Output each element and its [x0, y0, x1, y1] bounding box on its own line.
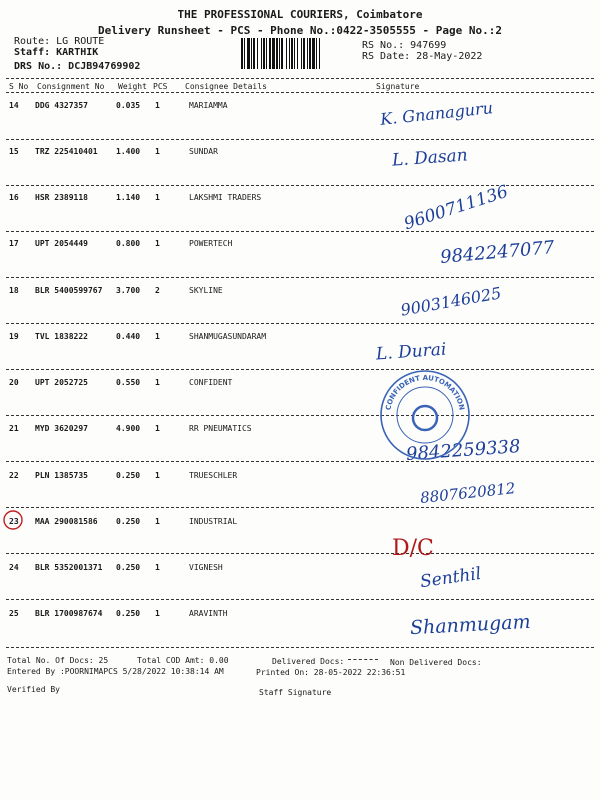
barcode-bar [279, 38, 280, 69]
runsheet-subtitle: Delivery Runsheet - PCS - Phone No.:0422-3505555 - Page No.:2 [98, 24, 502, 37]
barcode-bar [244, 38, 245, 69]
row-weight: 0.550 [116, 378, 141, 387]
row-rule [6, 139, 594, 140]
row-consignment: BLR 5352001371 [35, 563, 103, 572]
barcode-bar [291, 38, 293, 69]
staff-signature: Staff Signature [259, 688, 332, 697]
row-highlight-circle [2, 509, 24, 531]
barcode-bar [297, 38, 298, 69]
col-pcs: PCS [153, 82, 168, 91]
row-pcs: 1 [155, 239, 160, 248]
signature-row-14: K. Gnanaguru [379, 98, 494, 129]
row-consignment: MAA 290081586 [35, 517, 98, 526]
barcode-bar [312, 38, 315, 69]
row-sno: 19 [9, 332, 19, 341]
row-weight: 0.035 [116, 101, 141, 110]
row-consignee: MARIAMMA [189, 101, 228, 110]
barcode-bar [307, 38, 308, 69]
signature-row-24: Senthil [418, 563, 483, 593]
row-pcs: 1 [155, 609, 160, 618]
row-consignment: MYD 3620297 [35, 424, 88, 433]
row-consignment: HSR 2389118 [35, 193, 88, 202]
barcode-bar [289, 38, 290, 69]
row-rule [6, 277, 594, 278]
row-consignment: PLN 1385735 [35, 471, 88, 480]
staff-label: Staff: KARTHIK [14, 47, 99, 58]
barcode-bar [253, 38, 255, 69]
verified-by: Verified By [7, 685, 60, 694]
rs-date: RS Date: 28-May-2022 [362, 51, 483, 62]
rs-number: RS No.: 947699 [362, 40, 447, 51]
row-weight: 0.250 [116, 609, 141, 618]
row-consignee: POWERTECH [189, 239, 233, 248]
row-weight: 1.140 [116, 193, 141, 202]
row-weight: 1.400 [116, 147, 141, 156]
row-weight: 0.800 [116, 239, 141, 248]
row-consignment: BLR 5400599767 [35, 286, 103, 295]
row-weight: 0.250 [116, 471, 141, 480]
col-consignee: Consignee Details [185, 82, 267, 91]
barcode-bar [257, 38, 258, 69]
barcode-bar [266, 38, 267, 69]
row-weight: 3.700 [116, 286, 141, 295]
col-signature: Signature [376, 82, 420, 91]
barcode-bar [309, 38, 311, 69]
row-consignee: SKYLINE [189, 286, 223, 295]
delivered-fill-line [348, 659, 378, 660]
company-stamp [378, 368, 472, 462]
row-consignee: SUNDAR [189, 147, 218, 156]
delivered-docs: Delivered Docs: [272, 657, 345, 666]
row-consignment: UPT 2054449 [35, 239, 88, 248]
row-rule [6, 461, 594, 462]
row-rule [6, 599, 594, 600]
row-pcs: 1 [155, 147, 160, 156]
row-rule [6, 369, 594, 370]
header-bottom-rule [6, 92, 594, 93]
row-sno: 24 [9, 563, 19, 572]
signature-row-23: D/C [392, 536, 434, 561]
barcode-bar [303, 38, 305, 69]
barcode-bar [316, 38, 317, 69]
route-label: Route: LG ROUTE [14, 36, 105, 47]
row-sno: 15 [9, 147, 19, 156]
entered-by: Entered By :POORNIMAPCS 5/28/2022 10:38:14 AM [7, 667, 224, 676]
barcode-bar [319, 38, 320, 69]
non-delivered-docs: Non Delivered Docs: [390, 658, 482, 667]
row-pcs: 1 [155, 193, 160, 202]
row-consignee: CONFIDENT [189, 378, 233, 387]
row-pcs: 1 [155, 517, 160, 526]
row-rule [6, 231, 594, 232]
barcode-bar [269, 38, 271, 69]
row-consignee: LAKSHMI TRADERS [189, 193, 262, 202]
row-sno: 22 [9, 471, 19, 480]
col-weight: Weight [118, 82, 147, 91]
row-consignee: ARAVINTH [189, 609, 228, 618]
row-consignee: VIGNESH [189, 563, 223, 572]
signature-row-21: 9842259338 [405, 436, 522, 465]
total-cod: Total COD Amt: 0.00 [137, 656, 229, 665]
row-sno: 17 [9, 239, 19, 248]
barcode-bar [272, 38, 275, 69]
row-weight: 4.900 [116, 424, 141, 433]
signature-row-22: 8807620812 [419, 479, 517, 507]
barcode-bar [286, 38, 287, 69]
row-consignee: TRUESCHLER [189, 471, 238, 480]
row-consignment: DDG 4327357 [35, 101, 88, 110]
signature-row-18: 9003146025 [399, 283, 503, 320]
row-sno: 16 [9, 193, 19, 202]
barcode-bar [263, 38, 265, 69]
row-weight: 0.250 [116, 563, 141, 572]
row-sno: 14 [9, 101, 19, 110]
stamp-text: CONFIDENT AUTOMATION [384, 373, 466, 411]
row-consignment: BLR 1700987674 [35, 609, 103, 618]
row-pcs: 1 [155, 424, 160, 433]
row-pcs: 1 [155, 378, 160, 387]
row-sno: 25 [9, 609, 19, 618]
row-consignment: UPT 2052725 [35, 378, 88, 387]
barcode-bar [251, 38, 252, 69]
barcode-bar [281, 38, 283, 69]
row-sno: 20 [9, 378, 19, 387]
barcode-bar [261, 38, 262, 69]
barcode-bar [294, 38, 295, 69]
row-rule [6, 415, 594, 416]
col-consignment: Consignment No [37, 82, 105, 91]
signature-row-19: L. Durai [375, 339, 447, 365]
row-sno: 21 [9, 424, 19, 433]
barcode-bar [276, 38, 278, 69]
row-consignment: TVL 1838222 [35, 332, 88, 341]
total-docs: Total No. Of Docs: 25 [7, 656, 109, 665]
drs-number: DRS No.: DCJB94769902 [14, 61, 141, 72]
company-title: THE PROFESSIONAL COURIERS, Coimbatore [177, 8, 423, 21]
signature-row-15: L. Dasan [391, 145, 469, 171]
signature-row-17: 9842247077 [439, 237, 556, 268]
barcode-bar [301, 38, 302, 69]
signature-row-16: 9600711136 [401, 181, 511, 235]
row-consignee: RR PNEUMATICS [189, 424, 252, 433]
printed-on: Printed On: 28-05-2022 22:36:51 [256, 668, 406, 677]
barcode-image [241, 38, 359, 69]
header-top-rule [6, 78, 594, 79]
row-pcs: 1 [155, 101, 160, 110]
signature-row-25: Shanmugam [409, 610, 532, 640]
row-consignee: INDUSTRIAL [189, 517, 238, 526]
row-consignee: SHANMUGASUNDARAM [189, 332, 267, 341]
row-rule [6, 323, 594, 324]
row-consignment: TRZ 225410401 [35, 147, 98, 156]
row-rule [6, 553, 594, 554]
row-pcs: 1 [155, 332, 160, 341]
row-pcs: 1 [155, 563, 160, 572]
row-pcs: 1 [155, 471, 160, 480]
row-weight: 0.440 [116, 332, 141, 341]
barcode-bar [241, 38, 243, 69]
col-sno: S No [9, 82, 29, 91]
row-weight: 0.250 [116, 517, 141, 526]
row-pcs: 2 [155, 286, 160, 295]
barcode-bar [247, 38, 250, 69]
row-sno: 23 [9, 517, 19, 526]
row-rule [6, 647, 594, 648]
row-sno: 18 [9, 286, 19, 295]
row-rule [6, 507, 594, 508]
